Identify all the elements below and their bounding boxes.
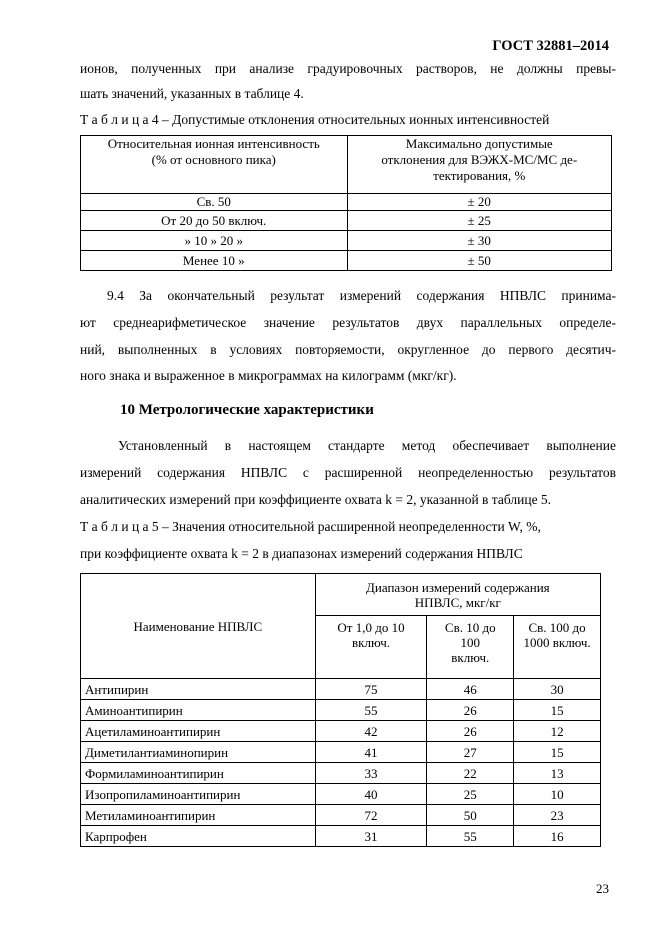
table4-col2-header-line: отклонения для ВЭЖХ-МС/МС де- bbox=[381, 152, 578, 167]
table5-caption-line-2: при коэффициенте охвата k = 2 в диапазонах измерений содержания НПВЛС bbox=[80, 546, 523, 561]
table4-col1-header bbox=[81, 136, 348, 194]
table5-name-header: Наименование НПВЛС bbox=[81, 574, 316, 679]
page-number: 23 bbox=[596, 881, 609, 896]
table-row bbox=[81, 231, 612, 251]
table-row bbox=[81, 251, 612, 271]
table5-value: 26 bbox=[427, 700, 514, 721]
table5-value: 75 bbox=[315, 679, 427, 700]
table4-col2-header-line: тектирования, % bbox=[433, 168, 526, 183]
table5-value: 15 bbox=[514, 700, 601, 721]
table5-caption-text: – Значения относительной расширенной неопределенности W, %, bbox=[158, 519, 541, 534]
table5-range-header bbox=[315, 574, 600, 616]
section-10-heading: 10 Метрологические характеристики bbox=[120, 402, 374, 418]
table4-col1-header-line: (% от основного пика) bbox=[151, 152, 276, 167]
para-9-4-line-3: ний, выполненных в условиях повторяемости, округленное до первого десятич- bbox=[80, 342, 616, 357]
table5-subheader-line: 1000 включ. bbox=[523, 635, 591, 650]
table5-subheader-2 bbox=[427, 616, 514, 679]
table5-drug-name: Аминоантипирин bbox=[81, 700, 316, 721]
table5-subheader-line: включ. bbox=[352, 635, 390, 650]
table5-value: 12 bbox=[514, 721, 601, 742]
table5-value: 13 bbox=[514, 763, 601, 784]
table4-col1-header-line: Относительная ионная интенсивность bbox=[107, 136, 320, 151]
table-row bbox=[81, 679, 601, 700]
table-row bbox=[81, 211, 612, 231]
table5-range-header-line: НПВЛС, мкг/кг bbox=[414, 594, 501, 610]
table-row bbox=[81, 700, 601, 721]
table4-value: ± 20 bbox=[347, 194, 612, 211]
table-row bbox=[81, 826, 601, 847]
table5-value: 23 bbox=[514, 805, 601, 826]
document-id-header: ГОСТ 32881–2014 bbox=[492, 38, 609, 54]
intro-line-1: ионов, полученных при анализе градуировочных растворов, не должны превы- bbox=[80, 61, 616, 76]
table5-value: 31 bbox=[315, 826, 427, 847]
table-row bbox=[81, 742, 601, 763]
table5-drug-name: Антипирин bbox=[81, 679, 316, 700]
table4-value: ± 30 bbox=[347, 231, 612, 251]
table4-range: От 20 до 50 включ. bbox=[81, 211, 348, 231]
table4-caption-text: – Допустимые отклонения относительных ионных интенсивностей bbox=[158, 112, 550, 127]
para-10-line-1: Установленный в настоящем стандарте метод обеспечивает выполнение bbox=[118, 438, 616, 453]
table4-range: Менее 10 » bbox=[81, 251, 348, 271]
table-row bbox=[81, 805, 601, 826]
table-row bbox=[81, 784, 601, 805]
table-4 bbox=[80, 135, 612, 271]
table5-value: 27 bbox=[427, 742, 514, 763]
table5-value: 30 bbox=[514, 679, 601, 700]
table5-value: 41 bbox=[315, 742, 427, 763]
table4-caption bbox=[80, 111, 616, 129]
table5-drug-name: Карпрофен bbox=[81, 826, 316, 847]
table5-value: 72 bbox=[315, 805, 427, 826]
para-10-line-2: измерений содержания НПВЛС с расширенной неопределенностью результатов bbox=[80, 465, 616, 480]
table5-drug-name: Изопропиламиноантипирин bbox=[81, 784, 316, 805]
table5-value: 50 bbox=[427, 805, 514, 826]
para-9-4-line-2: ют среднеарифметическое значение результатов двух параллельных определе- bbox=[80, 315, 616, 330]
table5-value: 16 bbox=[514, 826, 601, 847]
table5-drug-name: Формиламиноантипирин bbox=[81, 763, 316, 784]
table-row bbox=[81, 721, 601, 742]
table5-drug-name: Метиламиноантипирин bbox=[81, 805, 316, 826]
table4-value: ± 25 bbox=[347, 211, 612, 231]
table5-value: 33 bbox=[315, 763, 427, 784]
table5-subheader-line: включ. bbox=[451, 650, 490, 665]
table5-drug-name: Диметилантиаминопирин bbox=[81, 742, 316, 763]
intro-line-2: шать значений, указанных в таблице 4. bbox=[80, 86, 304, 101]
table5-subheader-line: От 1,0 до 10 bbox=[337, 620, 405, 635]
table5-value: 26 bbox=[427, 721, 514, 742]
table5-subheader-line: Св. 10 до bbox=[444, 620, 496, 635]
table5-caption-label: Т а б л и ц а 5 bbox=[80, 519, 159, 534]
table5-caption-line-1 bbox=[80, 518, 616, 536]
table5-drug-name: Ацетиламиноантипирин bbox=[81, 721, 316, 742]
table-row bbox=[81, 194, 612, 211]
table5-value: 55 bbox=[315, 700, 427, 721]
table4-col2-header bbox=[347, 136, 612, 194]
table4-caption-label: Т а б л и ц а 4 bbox=[80, 112, 159, 127]
para-9-4-line-4: ного знака и выраженное в микрограммах на килограмм (мкг/кг). bbox=[80, 368, 457, 383]
table5-value: 25 bbox=[427, 784, 514, 805]
table5-subheader-1 bbox=[315, 616, 427, 679]
table5-subheader-3 bbox=[514, 616, 601, 679]
para-9-4-line-1: 9.4 За окончательный результат измерений содержания НПВЛС принима- bbox=[107, 288, 616, 303]
table5-value: 22 bbox=[427, 763, 514, 784]
table5-value: 10 bbox=[514, 784, 601, 805]
table5-value: 46 bbox=[427, 679, 514, 700]
table-5 bbox=[80, 573, 601, 847]
table5-value: 55 bbox=[427, 826, 514, 847]
table-row bbox=[81, 763, 601, 784]
table4-range: » 10 » 20 » bbox=[81, 231, 348, 251]
table4-col2-header-line: Максимально допустимые bbox=[405, 136, 553, 151]
para-10-line-3: аналитических измерений при коэффициенте охвата k = 2, указанной в таблице 5. bbox=[80, 492, 552, 507]
table4-range: Св. 50 bbox=[81, 194, 348, 211]
table5-range-header-line: Диапазон измерений содержания bbox=[366, 579, 550, 595]
table5-subheader-line: 100 bbox=[460, 635, 481, 650]
table5-value: 40 bbox=[315, 784, 427, 805]
table5-value: 42 bbox=[315, 721, 427, 742]
table5-value: 15 bbox=[514, 742, 601, 763]
table4-value: ± 50 bbox=[347, 251, 612, 271]
table5-subheader-line: Св. 100 до bbox=[528, 620, 586, 635]
